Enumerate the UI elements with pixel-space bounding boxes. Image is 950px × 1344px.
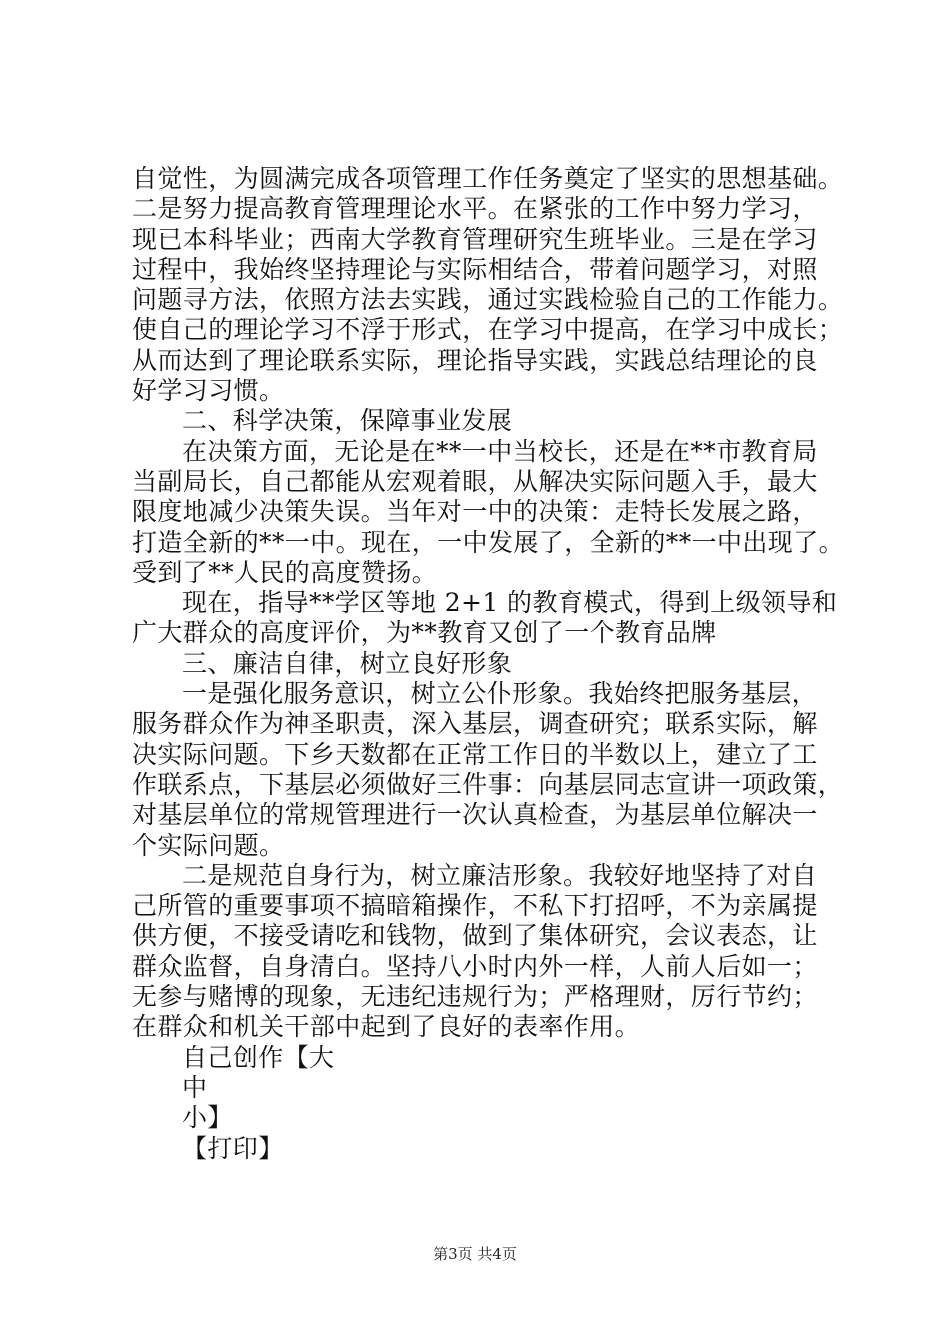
body-line: 己所管的重要事项不搞暗箱操作，不私下打招呼，不为亲属提: [132, 891, 818, 921]
page-footer: 第3页 共4页: [433, 1245, 517, 1263]
body-line: 二、科学决策，保障事业发展: [182, 406, 513, 436]
body-line: 自觉性，为圆满完成各项管理工作任务奠定了坚实的思想基础。: [132, 164, 844, 193]
body-line: 过程中，我始终坚持理论与实际相结合，带着问题学习，对照: [132, 254, 818, 284]
body-line: 对基层单位的常规管理进行一次认真检查，为基层单位解决一: [132, 800, 818, 830]
body-line: 中: [182, 1072, 208, 1102]
body-line: 二是规范自身行为，树立廉洁形象。我较好地坚持了对自: [182, 860, 818, 890]
body-line: 从而达到了理论联系实际，理论指导实践，实践总结理论的良: [132, 345, 818, 375]
body-line: 个实际问题。: [132, 830, 285, 860]
body-line: 决实际问题。下乡天数都在正常工作日的半数以上，建立了工: [132, 739, 818, 769]
body-line: 使自己的理论学习不浮于形式，在学习中提高，在学习中成长；: [132, 315, 844, 345]
body-line: 当副局长，自己都能从宏观着眼，从解决实际问题入手，最大: [132, 466, 818, 496]
body-line: 问题寻方法，依照方法去实践，通过实践检验自己的工作能力。: [132, 285, 844, 315]
body-line: 作联系点，下基层必须做好三件事：向基层同志宣讲一项政策，: [132, 769, 844, 799]
body-line: 受到了**人民的高度赞扬。: [132, 557, 438, 587]
body-line: 二是努力提高教育管理理论水平。在紧张的工作中努力学习，: [132, 194, 818, 224]
body-line: 打造全新的**一中。现在，一中发展了，全新的**一中出现了。: [132, 527, 845, 557]
body-line: 在群众和机关干部中起到了良好的表率作用。: [132, 1012, 641, 1042]
body-line: 【打印】: [182, 1133, 284, 1163]
body-line: 好学习习惯。: [132, 376, 285, 406]
body-line: 供方便，不接受请吃和钱物，做到了集体研究，会议表态，让: [132, 921, 818, 951]
body-line: 现已本科毕业；西南大学教育管理研究生班毕业。三是在学习: [132, 224, 818, 254]
body-line: 一是强化服务意识，树立公仆形象。我始终把服务基层，: [182, 679, 818, 709]
body-line: 无参与赌博的现象，无违纪违规行为；严格理财，厉行节约；: [132, 982, 818, 1012]
body-line: 自己创作【大: [182, 1042, 335, 1072]
body-line: 现在，指导**学区等地 2+1 的教育模式，得到上级领导和: [182, 588, 838, 618]
body-line: 群众监督，自身清白。坚持八小时内外一样，人前人后如一；: [132, 951, 818, 981]
document-body: [132, 164, 850, 1164]
body-line: 服务群众作为神圣职责，深入基层，调查研究；联系实际，解: [132, 709, 818, 739]
body-line: 限度地减少决策失误。当年对一中的决策：走特长发展之路，: [132, 497, 818, 527]
body-line: 广大群众的高度评价，为**教育又创了一个教育品牌: [132, 618, 717, 648]
body-line: 在决策方面，无论是在**一中当校长，还是在**市教育局: [182, 436, 818, 466]
body-line: 小】: [182, 1103, 233, 1133]
body-line: 三、廉洁自律，树立良好形象: [182, 648, 513, 678]
